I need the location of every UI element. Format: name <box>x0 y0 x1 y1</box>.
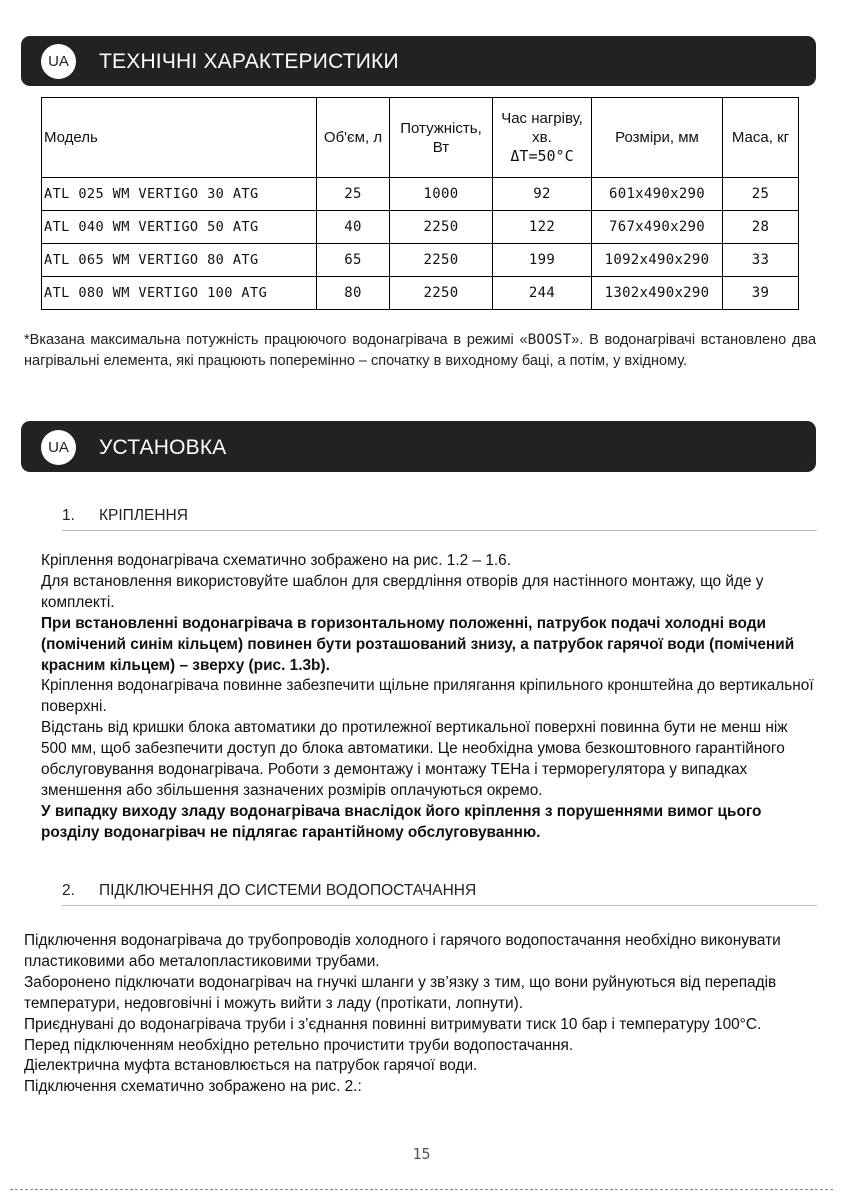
cell-heat-time: 122 <box>493 211 592 244</box>
section-number: 1. <box>62 507 75 524</box>
cell-power: 2250 <box>390 244 493 277</box>
cell-model: ATL 065 WM VERTIGO 80 ATG <box>42 244 317 277</box>
paragraph: Підключення водонагрівача до трубопроводів холодного і гарячого водопостачання необхідно виконувати пластиковими або металопластиковими трубами. <box>24 932 781 970</box>
header-model: Модель <box>42 98 317 178</box>
header-dimensions: Розміри, мм <box>592 98 723 178</box>
cell-power: 2250 <box>390 211 493 244</box>
page-bottom-divider <box>10 1189 833 1190</box>
cell-heat-time: 92 <box>493 178 592 211</box>
cell-weight: 28 <box>723 211 799 244</box>
cell-model: ATL 040 WM VERTIGO 50 ATG <box>42 211 317 244</box>
header-weight: Маса, кг <box>723 98 799 178</box>
cell-volume: 25 <box>317 178 390 211</box>
cell-volume: 80 <box>317 277 390 310</box>
warning-paragraph: При встановленні водонагрівача в горизонтальному положенні, патрубок подачі холодні води (помічений синім кільцем) повинен бути розташований знизу, а патрубок гарячої води (помічений красним кільцем) – зверху (рис. 1.3b). <box>41 614 795 674</box>
mounting-text <box>41 551 816 844</box>
section-title: ПІДКЛЮЧЕННЯ ДО СИСТЕМИ ВОДОПОСТАЧАННЯ <box>99 882 477 899</box>
cell-volume: 65 <box>317 244 390 277</box>
cell-weight: 33 <box>723 244 799 277</box>
installation-header-banner <box>21 421 816 472</box>
cell-model: ATL 080 WM VERTIGO 100 ATG <box>42 277 317 310</box>
paragraph: Для встановлення використовуйте шаблон для свердління отворів для настінного монтажу, що йде у комплекті. <box>41 572 764 611</box>
language-badge: UA <box>41 430 76 465</box>
cell-dimensions: 1302x490x290 <box>592 277 723 310</box>
cell-heat-time: 199 <box>493 244 592 277</box>
specs-header-banner <box>21 36 816 86</box>
paragraph: Кріплення водонагрівача схематично зображено на рис. 1.2 – 1.6. <box>41 552 511 569</box>
paragraph: Відстань від кришки блока автоматики до протилежної вертикальної поверхні повинна бути не менш ніж 500 мм, щоб забезпечити доступ до блока автоматики. Це необхідна умова безкоштовного гарантійного обслуговування водонагрівача. Роботи з демонтажу і монтажу ТЕНа і терморегулятора у випадках зменшення або збільшення зазначених розмірів оплачуються окремо. <box>41 719 788 799</box>
power-note <box>24 330 816 372</box>
cell-heat-time: 244 <box>493 277 592 310</box>
water-supply-text <box>24 931 816 1098</box>
boost-mode-label: BOOST <box>527 332 572 348</box>
cell-power: 2250 <box>390 277 493 310</box>
cell-dimensions: 601x490x290 <box>592 178 723 211</box>
language-badge: UA <box>41 44 76 79</box>
header-heat-time <box>493 98 592 178</box>
header-volume: Об'єм, л <box>317 98 390 178</box>
cell-dimensions: 1092x490x290 <box>592 244 723 277</box>
table-row <box>42 211 799 244</box>
cell-dimensions: 767x490x290 <box>592 211 723 244</box>
page-number: 15 <box>412 1145 431 1163</box>
installation-title: УСТАНОВКА <box>99 436 227 459</box>
cell-weight: 25 <box>723 178 799 211</box>
table-row <box>42 178 799 211</box>
table-row <box>42 277 799 310</box>
paragraph: Підключення схематично зображено на рис. 2.: <box>24 1078 362 1096</box>
header-heat-time-label: Час нагріву, хв. <box>501 110 583 146</box>
cell-model: ATL 025 WM VERTIGO 30 ATG <box>42 178 317 211</box>
paragraph: Діелектрична муфта встановлюється на патрубок гарячої води. <box>24 1057 478 1075</box>
power-note-text-end: ». В водонагрівачі встановлено два нагрівальні елемента, які працюють поперемінно – спочатку в виходному баці, а потім, у вхідному. <box>24 332 817 369</box>
table-header-row <box>42 98 799 178</box>
paragraph: Перед підключенням необхідно ретельно прочистити труби водопостачання. <box>24 1036 574 1054</box>
section-number: 2. <box>62 882 75 899</box>
section-heading-mounting <box>62 507 817 531</box>
cell-volume: 40 <box>317 211 390 244</box>
section-heading-water-supply <box>62 882 817 906</box>
cell-power: 1000 <box>390 178 493 211</box>
power-note-text: *Вказана максимальна потужність працюючого водонагрівача в режимі « <box>24 332 528 348</box>
warning-paragraph: У випадку виходу зладу водонагрівача внаслідок його кріплення з порушеннями вимог цього розділу водонагрівач не підлягає гарантійному обслуговуванню. <box>41 802 762 841</box>
specs-table <box>41 97 799 310</box>
header-power: Потужність, Вт <box>390 98 493 178</box>
paragraph: Приєднувані до водонагрівача труби і з’єднання повинні витримувати тиск 10 бар і температуру 100°C. <box>24 1015 762 1033</box>
specs-title: ТЕХНІЧНІ ХАРАКТЕРИСТИКИ <box>99 50 399 73</box>
header-heat-time-delta: ΔT=50°C <box>510 147 574 165</box>
section-title: КРІПЛЕННЯ <box>99 507 188 524</box>
cell-weight: 39 <box>723 277 799 310</box>
paragraph: Заборонено підключати водонагрівач на гнучкі шланги у зв’язку з тим, що вони руйнуються від перепадів температури, недовговічні і можуть вийти з ладу (протікати, лопнути). <box>24 973 777 1012</box>
paragraph: Кріплення водонагрівача повинне забезпечити щільне прилягання кріпильного кронштейна до вертикальної поверхні. <box>41 677 814 716</box>
table-row <box>42 244 799 277</box>
